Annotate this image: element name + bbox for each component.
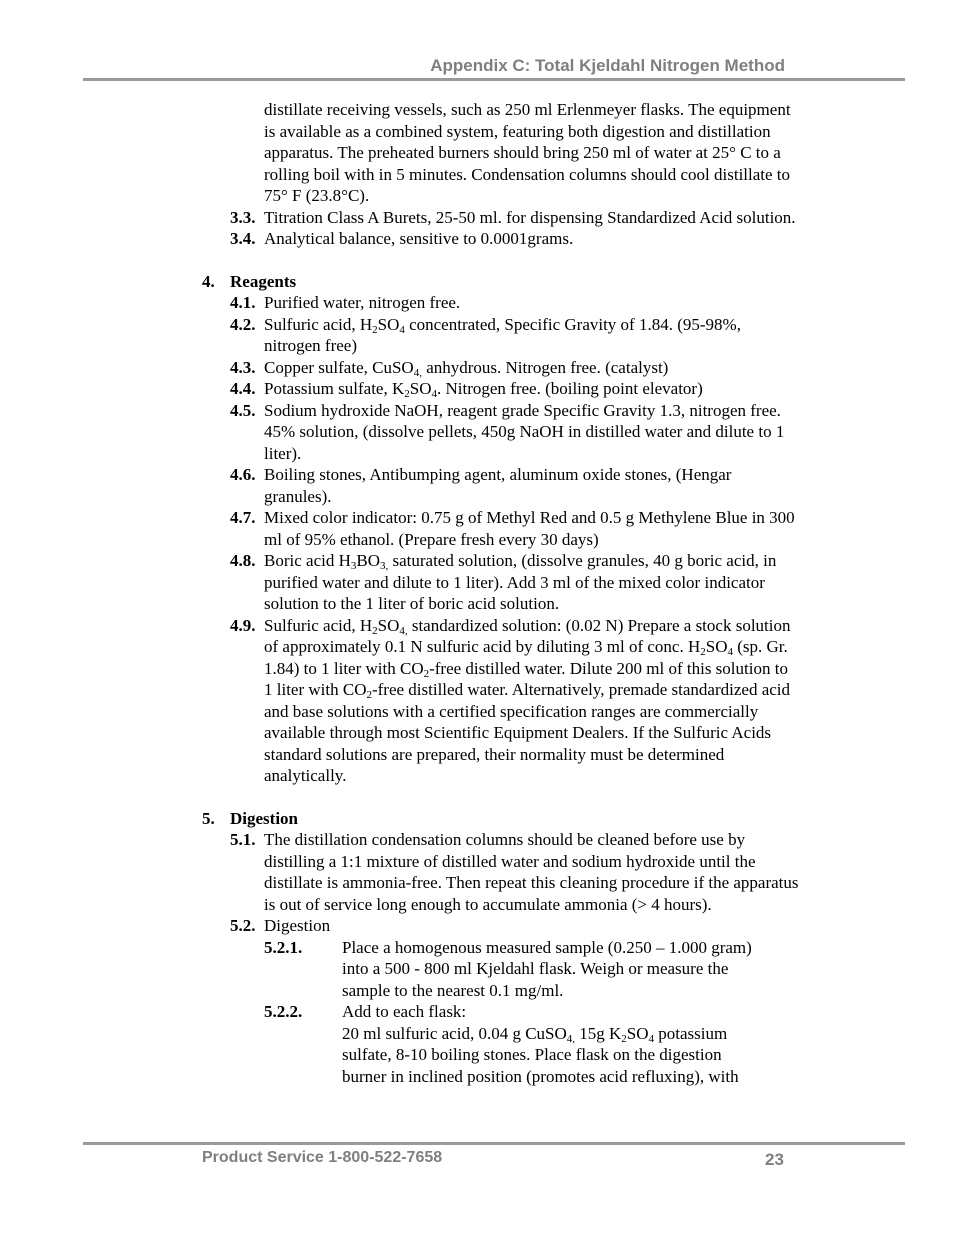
item-text: Mixed color indicator: 0.75 g of Methyl Red and 0.5 g Methylene Blue in 300 ml of 95% ethanol. (Prepare fresh every 30 days) <box>264 508 795 549</box>
list-item-4-3: 4.3. Copper sulfate, CuSO$_{4,}$ anhydrous. Nitrogen free. (catalyst) <box>230 357 669 379</box>
item-number: 4.6. <box>230 465 256 484</box>
item-number: 3.3. <box>230 207 256 227</box>
item-number: 4.1. <box>230 293 256 312</box>
section-heading-reagents <box>0 271 954 293</box>
item-number: 5.1. <box>230 830 256 849</box>
item-text: Titration Class A Burets, 25-50 ml. for dispensing Standardized Acid solution. <box>264 207 796 227</box>
section-title: Reagents <box>230 271 297 291</box>
list-item-5-2 <box>0 915 800 937</box>
item-number: 4.5. <box>230 400 256 420</box>
page-body <box>0 99 954 1087</box>
footer-rule <box>83 1142 905 1145</box>
list-item-4-1 <box>0 292 800 314</box>
header-rule <box>83 78 905 81</box>
item-text: Sodium hydroxide NaOH, reagent grade Specific Gravity 1.3, nitrogen free. 45% solution, (dissolve pellets, 450g NaOH in distilled water and dilute to 1 liter). <box>264 400 785 463</box>
list-item-4-9: 4.9. Sulfuric acid, $H_2SO_{4,}$ standardized solution: (0.02 N) Prepare a stock solution of approximately 0.1 N sulfuric acid by diluting 3 ml of conc. $H_2SO_4$ (sp. Gr. 1.84) to 1 liter with $CO_2$-free distilled water. Dilute 200 ml of this solution to 1 liter with $CO_2$-free distilled water. Alternatively, premade standardized acid and base solutions with a certified specification ranges are commercially available through most Scientific Equipment Dealers. If the Sulfuric Acids standard solutions are prepared, their normality must be determined analytically. <box>230 615 791 785</box>
item-text: Analytical balance, sensitive to 0.0001grams. <box>264 229 574 248</box>
list-item-4-7 <box>0 507 800 550</box>
list-item-4-8: 4.8. Boric acid $H_3BO_{3,}$ saturated solution, (dissolve granules, 40 g boric acid, in purified water and dilute to 1 liter). Add 3 ml of the mixed color indicator solution to the 1 liter of boric acid solution. <box>230 551 777 613</box>
list-item-4-6 <box>0 464 800 507</box>
item-number: 5.2.2. <box>264 1002 303 1021</box>
page-header-title: Appendix C: Total Kjeldahl Nitrogen Method <box>430 56 785 75</box>
section-number: 5. <box>202 808 215 828</box>
item-text-line1: Add to each flask: <box>342 1002 467 1021</box>
list-item-3-4 <box>0 228 800 250</box>
item-number: 3.4. <box>230 229 256 248</box>
page-number: 23 <box>765 1150 784 1169</box>
item-text: The distillation condensation columns should be cleaned before use by distilling a 1:1 mixture of distilled water and sodium hydroxide until the distillate is ammonia-free. Then repeat this cleaning procedure if the apparatus is out of service long enough to accumulate ammonia (> 4 hours). <box>264 830 799 914</box>
item-number: 4.9. <box>230 615 256 635</box>
section-heading-digestion <box>0 808 954 830</box>
section-title: Digestion <box>230 808 298 828</box>
item-number: 4.7. <box>230 508 256 527</box>
continuation-paragraph: distillate receiving vessels, such as 250 ml Erlenmeyer flasks. The equipment is available as a combined system, featuring both digestion and distillation apparatus. The preheated burners should bring 250 ml of water at 25° C to a rolling boil with in 5 minutes. Condensation columns should cool distillate to 75° F (23.8°C). <box>264 100 791 205</box>
list-item-5-2-1 <box>0 937 762 1002</box>
item-text: Place a homogenous measured sample (0.250 – 1.000 gram) into a 500 - 800 ml Kjeldahl flask. Weigh or measure the sample to the nearest 0.1 mg/ml. <box>342 937 752 1000</box>
item-number: 5.2. <box>230 916 256 935</box>
item-number: 4.4. <box>230 379 256 398</box>
footer-product-service: Product Service 1-800-522-7658 <box>202 1149 443 1166</box>
item-number: 4.8. <box>230 551 256 570</box>
item-number: 4.3. <box>230 357 256 377</box>
list-item-4-4: 4.4. Potassium sulfate, $K_2SO_4$. Nitrogen free. (boiling point elevator) <box>230 379 703 400</box>
section-number: 4. <box>202 271 215 291</box>
item-text: Digestion <box>264 916 331 935</box>
item-text: Purified water, nitrogen free. <box>264 293 461 312</box>
item-number: 4.2. <box>230 314 256 334</box>
list-item-5-2-2 <box>0 1001 762 1087</box>
list-item-3-3 <box>0 207 800 229</box>
list-item-4-5 <box>0 400 800 465</box>
item-text: 20 ml sulfuric acid, 0.04 g CuSO$_{4,}$ 15g $K_2SO_4$ potassium sulfate, 8-10 boiling stones. Place flask on the digestion burner in inclined position (promotes acid refluxing), with <box>342 1023 739 1086</box>
list-item-4-2: 4.2. Sulfuric acid, $H_2SO_4$ concentrated, Specific Gravity of 1.84. (95-98%, nitrogen free) <box>230 314 741 355</box>
item-text: Boiling stones, Antibumping agent, aluminum oxide stones, (Hengar granules). <box>264 465 732 506</box>
item-number: 5.2.1. <box>264 937 303 957</box>
list-item-5-1 <box>0 829 800 915</box>
